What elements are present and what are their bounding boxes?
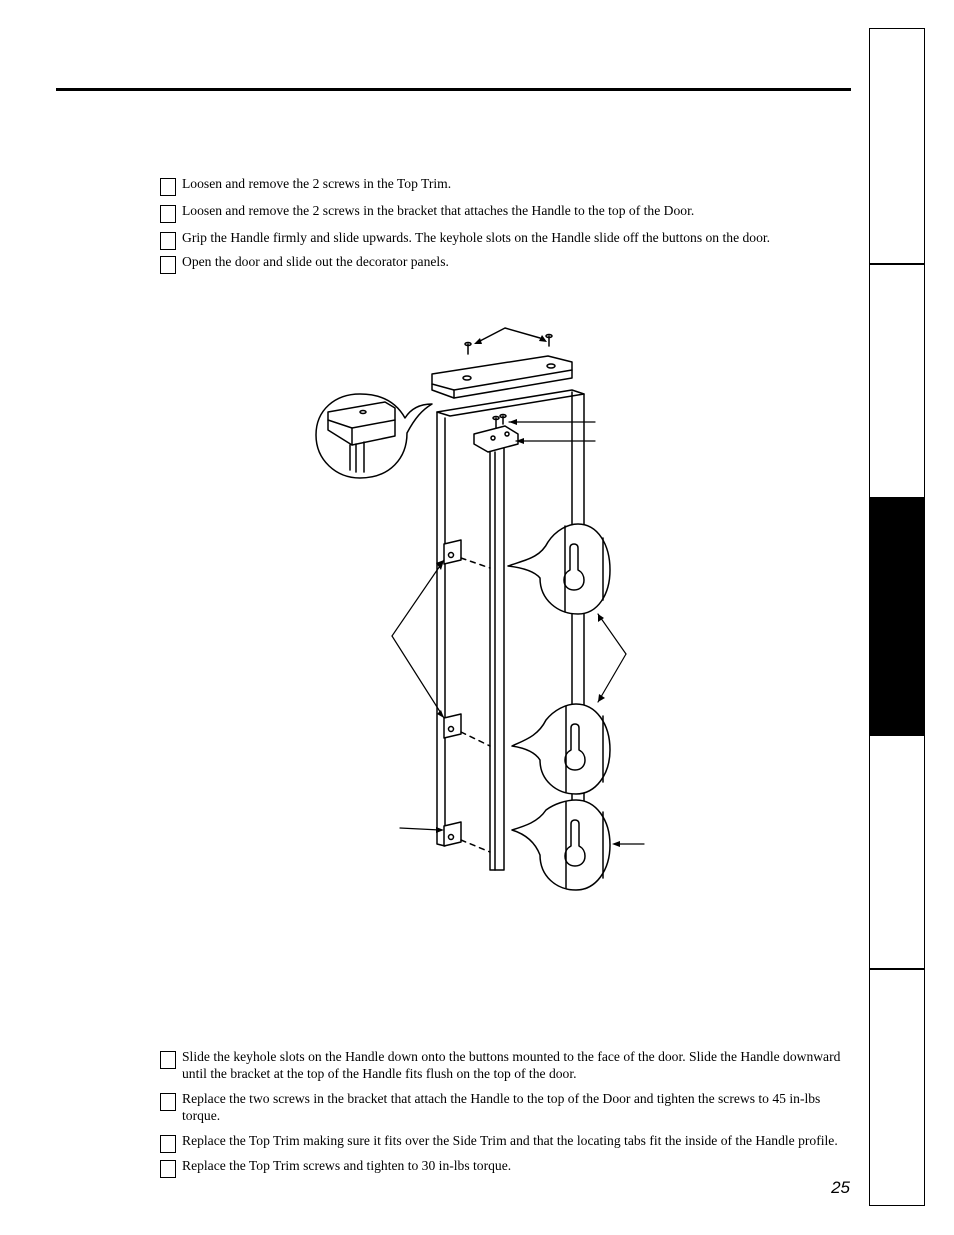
- section-tab-5[interactable]: [870, 968, 924, 1207]
- step-text: Open the door and slide out the decorator panels.: [182, 254, 449, 269]
- step-checkbox: [160, 232, 176, 250]
- step-text: Slide the keyhole slots on the Handle down onto the buttons mounted to the face of the door. Slide the Handle downward until the bracket at the top of the Handle fits flush on the top of the door.: [182, 1049, 841, 1081]
- alignment-dashed-lines: [461, 558, 490, 852]
- section-tabs: [869, 28, 925, 1206]
- handle-bracket: [474, 415, 518, 453]
- door-handle: [490, 448, 504, 870]
- installation-steps: [160, 1048, 850, 1174]
- step-checkbox: [160, 1135, 176, 1153]
- step-item: [160, 202, 850, 219]
- zoom-keyhole-2: [512, 704, 610, 794]
- section-tab-2[interactable]: [870, 263, 924, 499]
- step-text: Replace the two screws in the bracket that attach the Handle to the top of the Door and tighten the screws to 45 in-lbs torque.: [182, 1091, 821, 1123]
- step-item: [160, 1090, 850, 1124]
- step-item: [160, 1157, 850, 1174]
- zoom-top-corner: [316, 394, 432, 478]
- step-text: Replace the Top Trim making sure it fits over the Side Trim and that the locating tabs fit the inside of the Handle profile.: [182, 1133, 838, 1148]
- page-number: 25: [831, 1178, 850, 1197]
- section-tab-4[interactable]: [870, 734, 924, 970]
- step-checkbox: [160, 178, 176, 196]
- step-item: [160, 229, 850, 246]
- section-tab-3-active[interactable]: [870, 497, 924, 735]
- step-text: Replace the Top Trim screws and tighten to 30 in-lbs torque.: [182, 1158, 512, 1173]
- step-text: Loosen and remove the 2 screws in the bracket that attaches the Handle to the top of the Door.: [182, 203, 695, 218]
- zoom-keyhole-3: [512, 800, 610, 890]
- step-item: [160, 1048, 850, 1082]
- mounting-buttons: [444, 540, 461, 846]
- step-checkbox: [160, 205, 176, 223]
- step-text: Loosen and remove the 2 screws in the Top Trim.: [182, 176, 452, 191]
- step-item: [160, 253, 850, 270]
- top-trim-piece: [432, 356, 572, 398]
- step-checkbox: [160, 1093, 176, 1111]
- screw-callout-lines: [478, 328, 540, 342]
- header-rule: [56, 88, 851, 91]
- step-checkbox: [160, 1160, 176, 1178]
- step-text: Grip the Handle firmly and slide upwards. The keyhole slots on the Handle slide off the buttons on the door.: [182, 230, 771, 245]
- step-item: [160, 1132, 850, 1149]
- step-checkbox: [160, 256, 176, 274]
- step-checkbox: [160, 1051, 176, 1069]
- handle-assembly-diagram: [300, 320, 660, 900]
- step-item: [160, 175, 850, 192]
- zoom-keyhole-1: [508, 524, 610, 614]
- leader-lines: [392, 422, 644, 844]
- removal-steps: [160, 175, 850, 270]
- section-tab-1[interactable]: [870, 29, 924, 265]
